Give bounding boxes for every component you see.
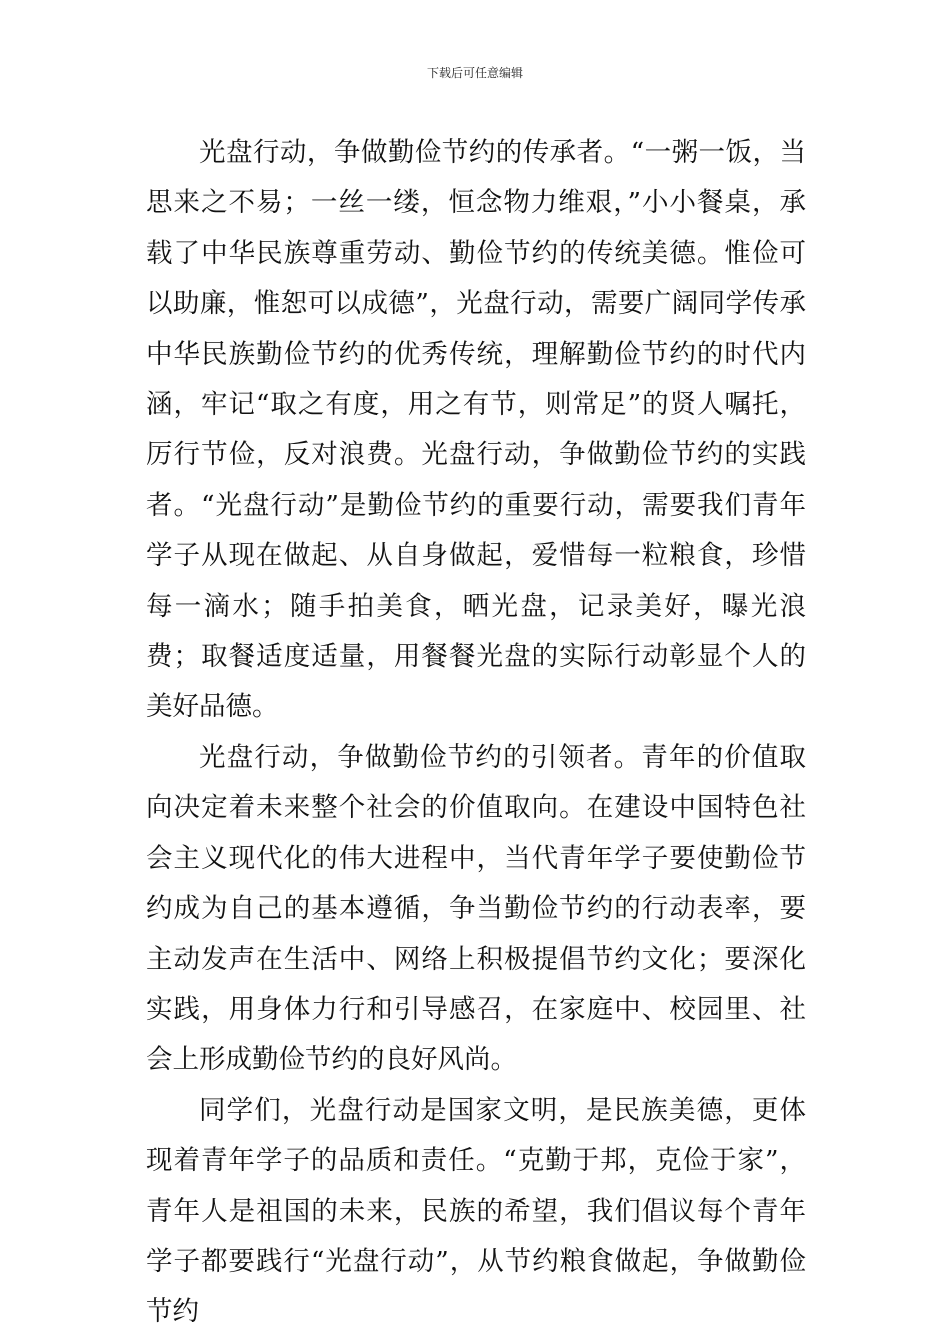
paragraph-3: 同学们，光盘行动是国家文明，是民族美德，更体现着青年学子的品质和责任。“克勤于邦，克俭于家”，青年人是祖国的未来，民族的希望，我们倡议每个青年学子都要践行“光盘行动”，从节约粮食做起，争做勤俭节约 bbox=[146, 1094, 806, 1328]
paragraph-2: 光盘行动，争做勤俭节约的引领者。青年的价值取向决定着未来整个社会的价值取向。在建设中国特色社会主义现代化的伟大进程中，当代青年学子要使勤俭节约成为自己的基本遵循，争当勤俭节约的行动表率，要主动发声在生活中、网络上积极提倡节约文化；要深化实践，用身体力行和引导感召，在家庭中、校园里、社会上形成勤俭节约的良好风尚。 bbox=[146, 741, 806, 1076]
document-body bbox=[146, 128, 806, 1338]
paragraph-1: 光盘行动，争做勤俭节约的传承者。“一粥一饭，当思来之不易；一丝一缕，恒念物力维艰，”小小餐桌，承载了中华民族尊重劳动、勤俭节约的传统美德。惟俭可以助廉，惟恕可以成德”，光盘行动，需要广阔同学传承中华民族勤俭节约的优秀传统，理解勤俭节约的时代内涵，牢记“取之有度，用之有节，则常足”的贤人嘱托，厉行节俭，反对浪费。光盘行动，争做勤俭节约的实践者。“光盘行动”是勤俭节约的重要行动，需要我们青年学子从现在做起、从自身做起，爱惜每一粒粮食，珍惜每一滴水；随手拍美食，晒光盘，记录美好，曝光浪费；取餐适度适量，用餐餐光盘的实际行动彰显个人的美好品德。 bbox=[146, 137, 806, 723]
header-note: 下载后可任意编辑 bbox=[426, 66, 523, 80]
